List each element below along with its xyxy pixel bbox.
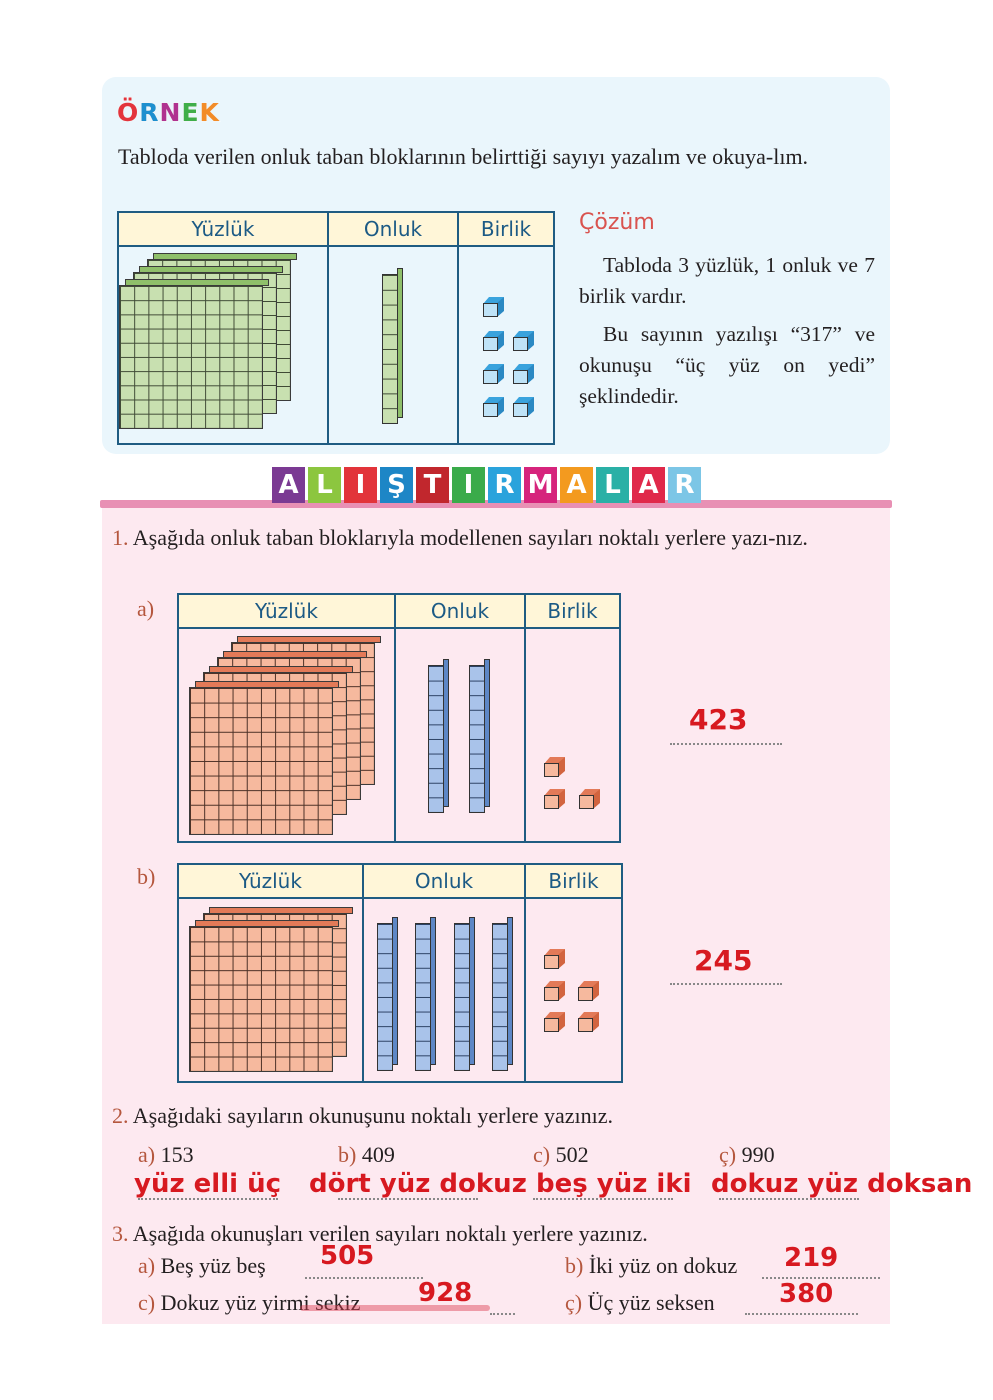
hundred-flat-icon: [189, 926, 333, 1072]
unit-cube-icon: [578, 1012, 598, 1032]
part-b-label: b): [137, 864, 156, 889]
question-1: [112, 522, 882, 553]
ten-rod-icon: [454, 923, 470, 1071]
part-b-answer-line[interactable]: [670, 983, 782, 985]
header-tens: Onluk: [364, 865, 526, 899]
q3-line-cc[interactable]: [745, 1313, 858, 1315]
q2-answer-a: yüz elli üç: [134, 1169, 281, 1199]
unit-cube-icon: [513, 397, 533, 417]
q3-answer-a: 505: [320, 1241, 375, 1271]
question-number: 3.: [112, 1221, 129, 1246]
ten-rod-icon: [428, 665, 444, 813]
unit-cube-icon: [544, 789, 564, 809]
header-tens: Onluk: [329, 213, 459, 247]
unit-cube-icon: [544, 981, 564, 1001]
q2-answer-b: dört yüz dokuz: [309, 1169, 527, 1199]
ten-rod-icon: [492, 923, 508, 1071]
ten-rod-icon: [377, 923, 393, 1071]
q3-item-a: a) Beş yüz beş: [138, 1253, 266, 1278]
header-hundreds: Yüzlük: [179, 595, 396, 629]
q3-answer-c: 928: [418, 1278, 473, 1308]
unit-cube-icon: [544, 757, 564, 777]
hundred-flat-icon: [189, 687, 333, 835]
unit-cube-icon: [544, 1012, 564, 1032]
q2-line-c[interactable]: [533, 1198, 673, 1200]
tens-cell: [396, 629, 526, 841]
banner-tile: M: [524, 467, 557, 503]
ten-rod-icon: [382, 274, 398, 424]
banner-tile: T: [416, 467, 449, 503]
header-ones: Birlik: [459, 213, 553, 247]
q3-item-c: c) Dokuz yüz yirmi sekiz: [138, 1290, 361, 1315]
ten-rod-icon: [415, 923, 431, 1071]
part-a-answer: 423: [689, 703, 748, 736]
question-text: Aşağıdaki sayıların okunuşunu noktalı yerlere yazınız.: [132, 1103, 613, 1128]
q2-line-a[interactable]: [138, 1198, 278, 1200]
ones-cell: [526, 899, 621, 1081]
header-ones: Birlik: [526, 865, 621, 899]
title-letter: Ö: [117, 98, 140, 127]
q3-line-c[interactable]: [490, 1313, 515, 1315]
q2-answer-cc: dokuz yüz doksan: [711, 1169, 973, 1199]
title-letter: N: [159, 98, 182, 127]
unit-cube-icon: [578, 981, 598, 1001]
ones-cell: [526, 629, 619, 841]
unit-cube-icon: [513, 331, 533, 351]
unit-cube-icon: [579, 789, 599, 809]
tens-cell: [364, 899, 526, 1081]
banner-tile: A: [560, 467, 593, 503]
unit-cube-icon: [513, 364, 533, 384]
q3-line-a[interactable]: [305, 1277, 423, 1279]
ten-rod-icon: [469, 665, 485, 813]
unit-cube-icon: [544, 949, 564, 969]
header-tens: Onluk: [396, 595, 526, 629]
title-letter: K: [199, 98, 220, 127]
hundred-flat-icon: [119, 285, 263, 429]
q3-answer-b: 219: [784, 1243, 839, 1273]
solution-title: Çözüm: [579, 210, 655, 235]
banner-tile: L: [308, 467, 341, 503]
header-ones: Birlik: [526, 595, 619, 629]
title-letter: E: [181, 98, 200, 127]
question-text: Aşağıda okunuşları verilen sayıları noktalı yerlere yazınız.: [132, 1221, 648, 1246]
q3-item-cc: ç) Üç yüz seksen: [565, 1290, 715, 1315]
hundreds-cell: [179, 899, 364, 1081]
q2-line-b[interactable]: [338, 1198, 478, 1200]
q3-item-b: b) İki yüz on dokuz: [565, 1253, 738, 1278]
banner-tile: I: [452, 467, 485, 503]
exercises-banner: [272, 467, 701, 503]
q3-answer-cc: 380: [779, 1279, 834, 1309]
unit-cube-icon: [483, 397, 503, 417]
q2-item-c: c) 502: [533, 1142, 589, 1167]
hundreds-cell: [179, 629, 396, 841]
ones-cell: [459, 247, 553, 443]
banner-tile: R: [488, 467, 521, 503]
banner-tile: Ş: [380, 467, 413, 503]
banner-tile: A: [632, 467, 665, 503]
part-b-place-value-table: [177, 863, 623, 1083]
question-3: [112, 1218, 882, 1249]
question-number: 1.: [112, 525, 129, 550]
banner-tile: I: [344, 467, 377, 503]
title-letter: R: [139, 98, 160, 127]
unit-cube-icon: [483, 297, 503, 317]
unit-cube-icon: [483, 331, 503, 351]
question-number: 2.: [112, 1103, 129, 1128]
q2-line-cc[interactable]: [719, 1198, 859, 1200]
banner-tile: A: [272, 467, 305, 503]
part-b-answer: 245: [694, 944, 753, 977]
example-title: [117, 98, 220, 127]
hundreds-cell: [119, 247, 329, 443]
question-2: [112, 1100, 882, 1131]
solution-paragraph-2: Bu sayının yazılışı “317” ve okunuşu “üç yüz on yedi” şeklindedir.: [579, 322, 875, 408]
q2-item-cc: ç) 990: [719, 1142, 775, 1167]
header-hundreds: Yüzlük: [119, 213, 329, 247]
unit-cube-icon: [483, 364, 503, 384]
part-a-place-value-table: [177, 593, 621, 843]
tens-cell: [329, 247, 459, 443]
question-text: Aşağıda onluk taban bloklarıyla modellenen sayıları noktalı yerlere yazı-nız.: [132, 525, 808, 550]
part-a-label: a): [137, 596, 155, 621]
q2-answer-c: beş yüz iki: [536, 1169, 692, 1199]
q2-item-b: b) 409: [338, 1142, 395, 1167]
example-intro: Tabloda verilen onluk taban bloklarının belirttiği sayıyı yazalım ve okuya-lım.: [118, 144, 809, 169]
solution-paragraph-1: Tabloda 3 yüzlük, 1 onluk ve 7 birlik vardır.: [579, 253, 875, 308]
q2-item-a: a) 153: [138, 1142, 194, 1167]
header-hundreds: Yüzlük: [179, 865, 364, 899]
part-a-answer-line[interactable]: [670, 743, 782, 745]
banner-tile: R: [668, 467, 701, 503]
example-place-value-table: [117, 211, 555, 445]
banner-tile: L: [596, 467, 629, 503]
